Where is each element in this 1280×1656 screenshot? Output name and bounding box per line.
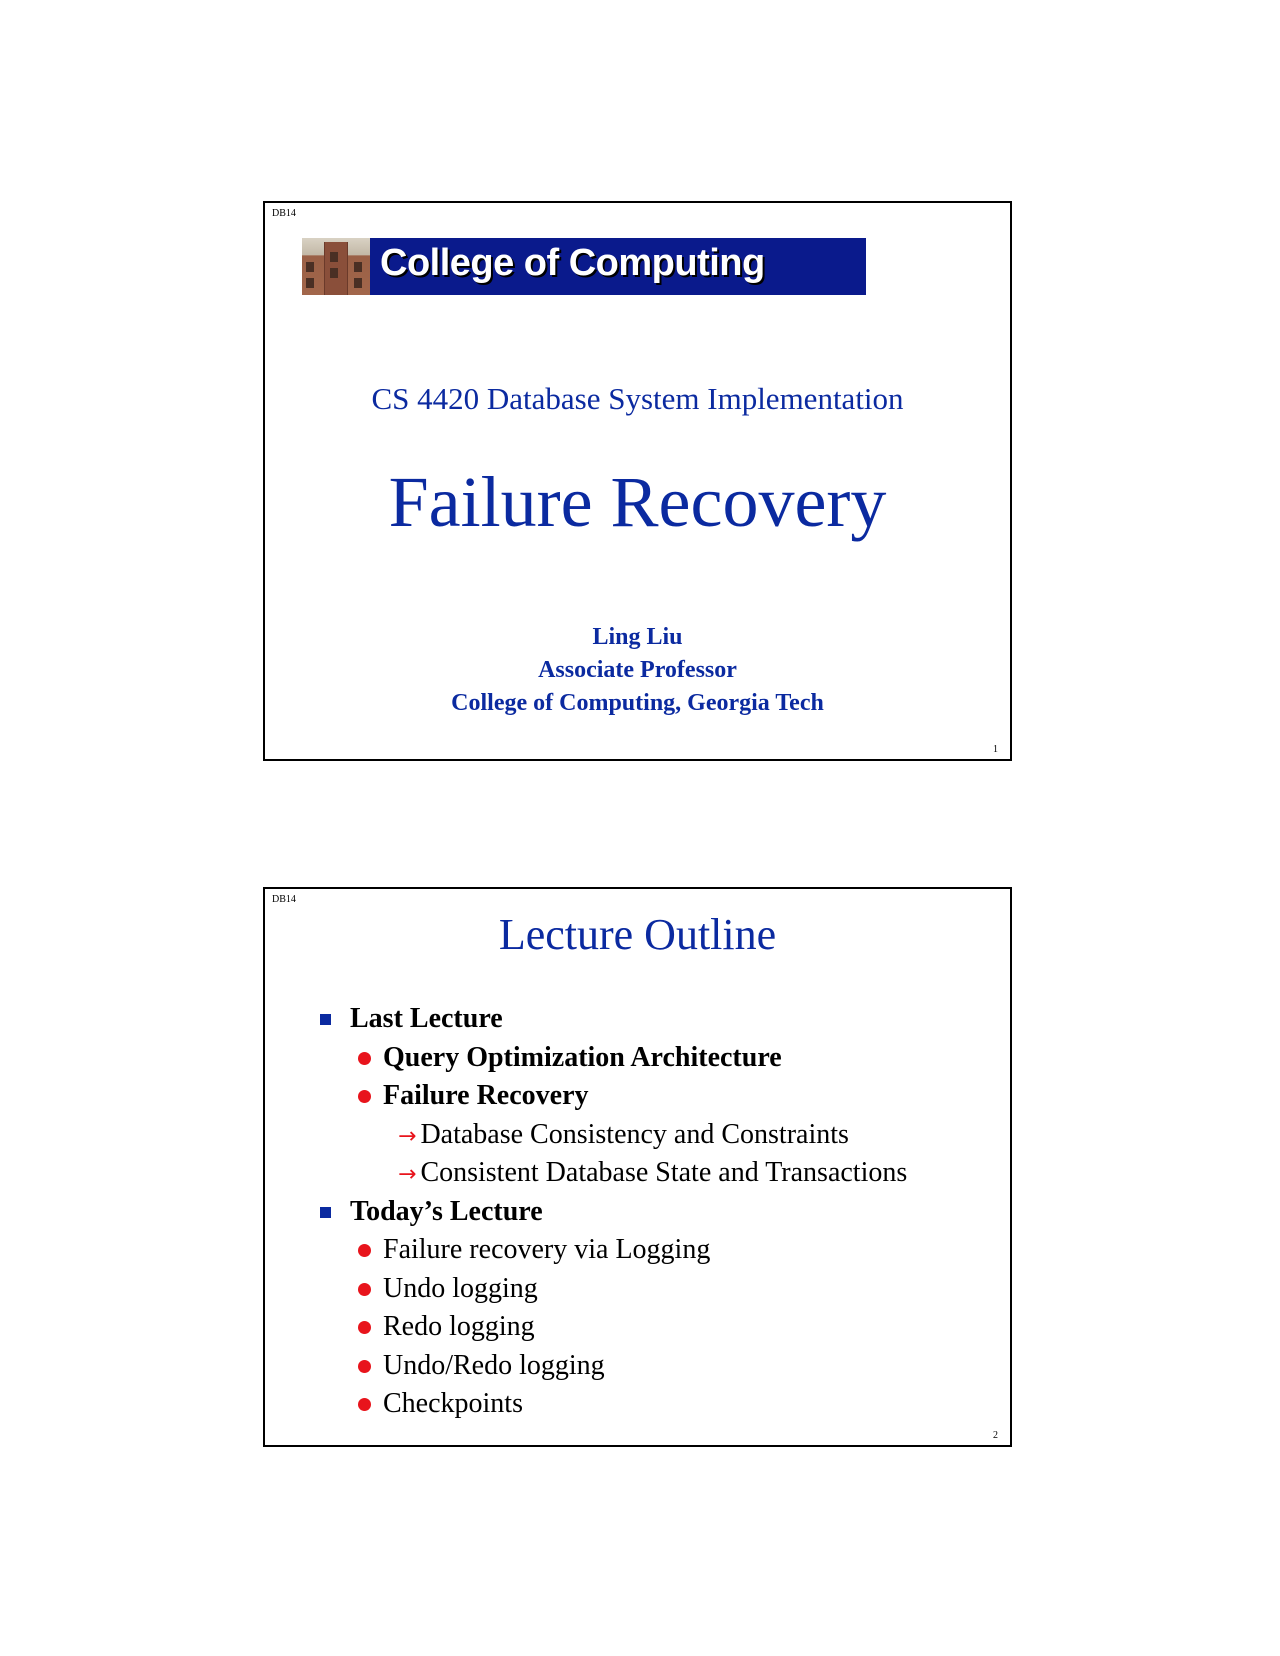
- slide-1: [263, 201, 1012, 761]
- arrow-bullet-icon: →: [398, 1162, 417, 1187]
- outline-list: [320, 1000, 907, 1424]
- sub-item: → Database Consistency and Constraints: [398, 1118, 849, 1150]
- author-affiliation: College of Computing, Georgia Tech: [451, 690, 824, 716]
- building-photo: [302, 238, 370, 295]
- list-item: Undo/Redo logging: [320, 1347, 907, 1386]
- slide-tag: DB14: [272, 894, 296, 905]
- square-bullet-icon: [320, 1207, 331, 1218]
- list-item: Checkpoints: [320, 1385, 907, 1424]
- dot-bullet-icon: [358, 1090, 371, 1103]
- slide-title: Failure Recovery: [388, 462, 887, 542]
- page-number: 1: [993, 744, 998, 755]
- dot-bullet-icon: [358, 1360, 371, 1373]
- author-name: Ling Liu: [592, 624, 683, 650]
- list-item: Failure recovery via Logging: [320, 1231, 907, 1270]
- list-item: Redo logging: [320, 1308, 907, 1347]
- list-item: Query Optimization Architecture: [320, 1039, 907, 1078]
- page-number: 2: [993, 1430, 998, 1441]
- college-banner: [302, 238, 866, 295]
- dot-bullet-icon: [358, 1398, 371, 1411]
- section-heading: Today’s Lecture: [320, 1193, 907, 1232]
- slide-tag: DB14: [272, 208, 296, 219]
- course-title: CS 4420 Database System Implementation: [371, 381, 904, 416]
- dot-bullet-icon: [358, 1321, 371, 1334]
- author-position: Associate Professor: [538, 657, 737, 683]
- dot-bullet-icon: [358, 1052, 371, 1065]
- author-block: [265, 621, 1010, 720]
- arrow-bullet-icon: →: [398, 1123, 417, 1149]
- dot-bullet-icon: [358, 1244, 371, 1257]
- list-item: Undo logging: [320, 1270, 907, 1309]
- list-item: Failure Recovery: [320, 1077, 907, 1116]
- slide-2: [263, 887, 1012, 1447]
- dot-bullet-icon: [358, 1283, 371, 1296]
- slide-title: Lecture Outline: [498, 910, 777, 959]
- sub-item: → Consistent Database State and Transactions: [398, 1157, 908, 1188]
- banner-text: College of Computing: [380, 242, 765, 284]
- square-bullet-icon: [320, 1014, 331, 1025]
- section-heading: Last Lecture: [320, 1000, 907, 1039]
